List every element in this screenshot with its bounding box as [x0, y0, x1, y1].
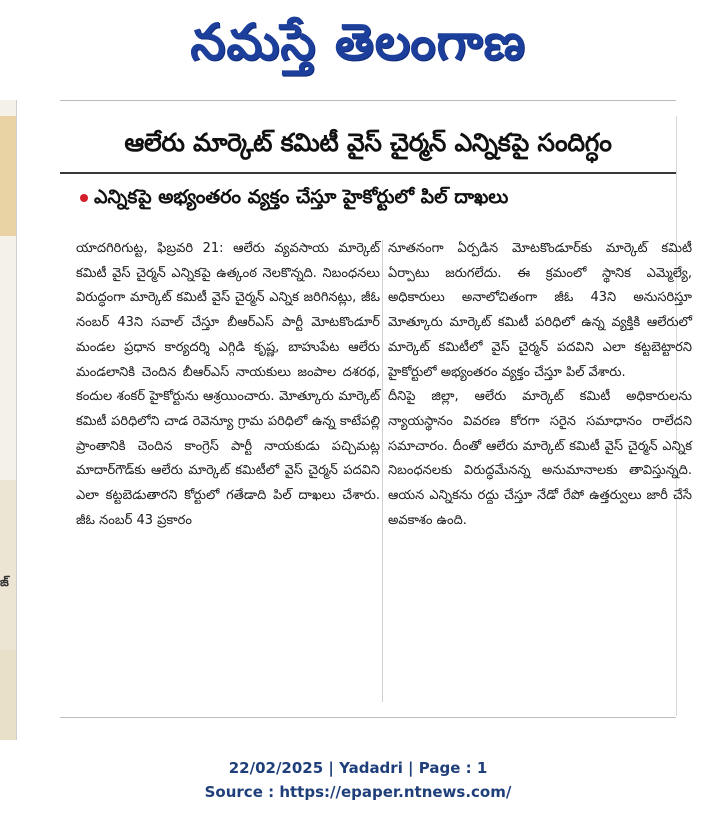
source-link: Source : https://epaper.ntnews.com/ — [204, 783, 512, 801]
article-column-right — [388, 237, 692, 533]
red-bullet-icon — [80, 194, 88, 202]
column-divider — [382, 240, 383, 702]
masthead — [0, 0, 716, 86]
next-article-headline-fragment — [60, 726, 676, 740]
neighbor-clipping — [0, 100, 17, 740]
clipping-photo-fragment — [0, 650, 16, 740]
neighbor-text-fragment: జ్ — [0, 575, 9, 589]
article-subheadline — [80, 180, 670, 214]
newspaper-logo: నమస్తే తెలంగాణ — [190, 13, 526, 71]
news-article — [60, 116, 692, 716]
headline-underline — [60, 172, 676, 174]
top-divider — [60, 100, 676, 101]
bottom-divider — [60, 717, 676, 718]
paragraph: నూతనంగా ఏర్పడిన మోటకొండూర్‌కు మార్కెట్ కమిటీ ఏర్పాటు జరుగలేదు. ఈ క్రమంలో స్థానిక ఎమ్మెల్యే, అధికారులు అనాలోచితంగా జీఓ 43ని అనుసరిస్తూ మోత్కూరు మార్కెట్ కమిటీ పరిధిలో ఉన్న వ్యక్తికి ఆలేరులో మార్కెట్ కమిటీలో వైస్ చైర్మన్ పదవిని ఎలా కట్టబెట్టారని హైకోర్టులో అభ్యంతరం వ్యక్తం చేస్తూ పిల్ వేశారు. — [388, 241, 692, 380]
subheadline-text: ఎన్నికపై అభ్యంతరం వ్యక్తం చేస్తూ హైకోర్టులో పిల్ దాఖలు — [94, 186, 509, 208]
clipping-text-fragment — [0, 480, 16, 650]
clipping-image-fragment — [0, 116, 16, 236]
page-footer — [0, 756, 716, 804]
edition-info: 22/02/2025 | Yadadri | Page : 1 — [228, 759, 488, 777]
article-column-left — [76, 237, 380, 533]
paragraph: దీనిపై జిల్లా, ఆలేరు మార్కెట్ కమిటీ అధికారులను న్యాయస్థానం వివరణ కోరగా సరైన సమాధానం రాలేదని సమాచారం. దీంతో ఆలేరు మార్కెట్ కమిటీ వైస్ చైర్మన్ ఎన్నిక నిబంధనలకు విరుద్ధమేనన్న అనుమానాలకు తావిస్తున్నది. ఆయన ఎన్నికను రద్దు చేస్తూ నేడో రేపో ఉత్తర్వులు జారీ చేసే అవకాశం ఉంది. — [388, 389, 692, 528]
paragraph: యాదగిరిగుట్ట, ఫిబ్రవరి 21: ఆలేరు వ్యవసాయ మార్కెట్ కమిటీ వైస్ చైర్మన్ ఎన్నికపై ఉత్కంఠ నెలకొన్నది. నిబంధనలు విరుద్ధంగా మార్కెట్ కమిటీ వైస్ చైర్మన్ ఎన్నిక జరిగినట్లు, జీఓ నంబర్ 43ని సవాల్ చేస్తూ బీఆర్ఎస్ పార్టీ మోటకొండూర్ మండల ప్రధాన కార్యదర్శి ఎగ్గిడి కృష్ణ, బాహుపేట ఆలేరు మండలానికి చెందిన బీఆర్ఎస్ నాయకులు జంపాల దశరథ, కందుల శంకర్ హైకోర్టును ఆశ్రయించారు. మోత్కూరు మార్కెట్ కమిటీ పరిధిలోని చాడ రెవెన్యూ గ్రామ పరిధిలో ఉన్న కాటేపల్లి ప్రాంతానికి చెందిన కాంగ్రెస్ పార్టీ నాయకుడు పచ్చిమట్ల మాదార్‌గౌడ్‌కు ఆలేరు మార్కెట్ కమిటీలో వైస్ చైర్మన్ పదవిని ఎలా కట్టబెడుతారని కోర్టులో గతేడాది పిల్ దాఖలు చేశారు. జీఓ నంబర్ 43 ప్రకారం — [76, 241, 380, 528]
article-headline: ఆలేరు మార్కెట్ కమిటీ వైస్ చైర్మన్ ఎన్నికపై సందిగ్ధం — [124, 128, 612, 157]
